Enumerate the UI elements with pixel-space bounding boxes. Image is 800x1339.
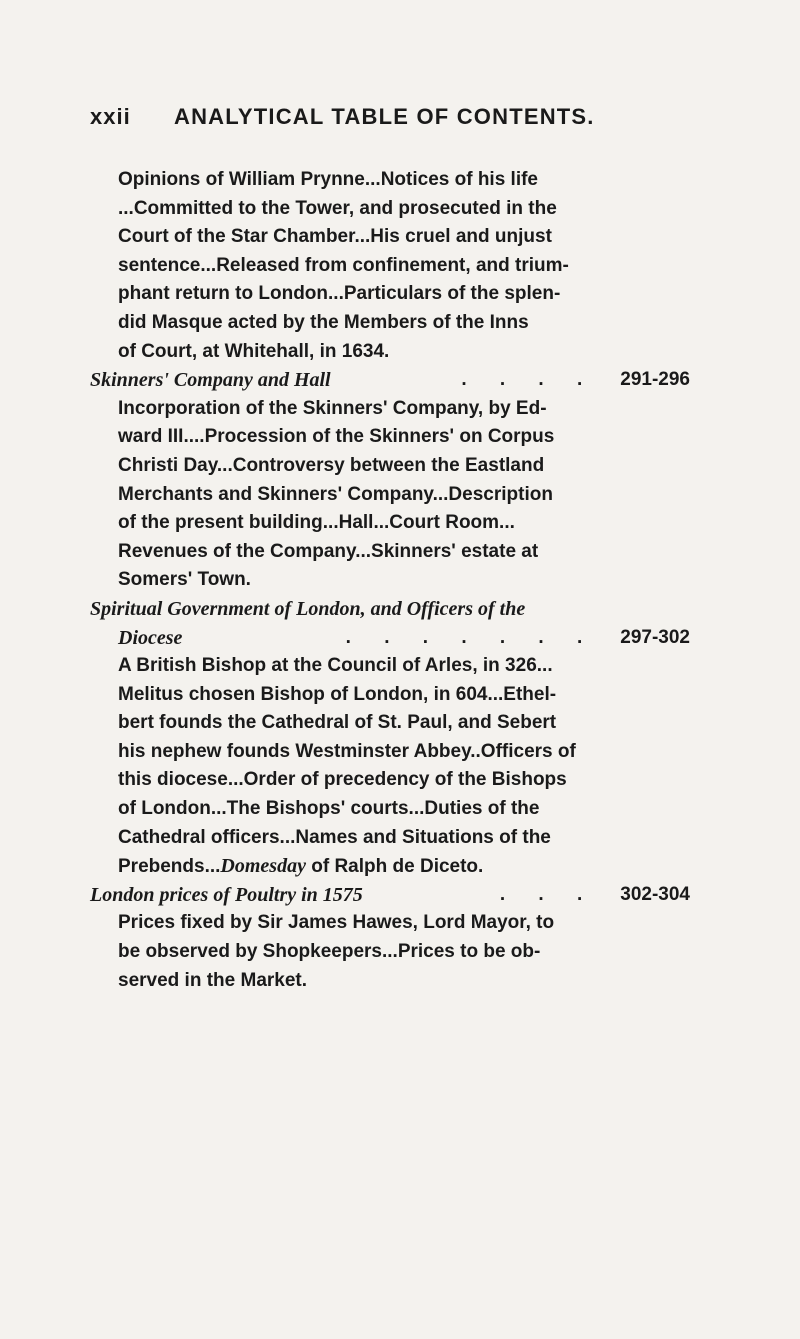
text-line: Cathedral officers...Names and Situations of the	[118, 826, 551, 848]
entry-heading-line	[90, 881, 690, 910]
page-leader	[461, 366, 690, 395]
text-line: his nephew founds Westminster Abbey..Officers of	[118, 740, 576, 762]
entry-heading-line	[90, 595, 690, 624]
page-leader	[346, 624, 690, 653]
entry-heading: Skinners' Company and Hall	[90, 369, 331, 392]
text-fragment: of Ralph de Diceto.	[305, 856, 484, 878]
page-number: xxii	[90, 104, 131, 129]
contents-entry	[90, 366, 690, 595]
running-head-title: ANALYTICAL TABLE OF CONTENTS.	[174, 104, 595, 129]
text-line: ...Committed to the Tower, and prosecuted in the	[118, 197, 557, 219]
page-leader	[500, 881, 690, 910]
text-line: Court of the Star Chamber...His cruel and unjust	[118, 226, 552, 248]
text-line	[90, 852, 690, 881]
contents-entry	[90, 595, 690, 881]
entry-heading: Spiritual Government of London, and Officers of the	[90, 597, 526, 620]
entry-heading-continued: Diocese	[118, 626, 183, 649]
text-line: sentence...Released from confinement, and trium-	[118, 254, 569, 276]
text-line: ward III....Procession of the Skinners' on Corpus	[118, 426, 555, 448]
text-line: did Masque acted by the Members of the Inns	[118, 311, 529, 333]
text-line: Christi Day...Controversy between the Eastland	[118, 454, 545, 476]
text-line: Prices fixed by Sir James Hawes, Lord Mayor, to	[118, 912, 555, 934]
text-line: of London...The Bishops' courts...Duties of the	[118, 798, 540, 820]
page-range: 291-296	[620, 369, 690, 391]
text-line: Opinions of William Prynne...Notices of his life	[118, 169, 538, 190]
leader-dots: . . .	[499, 883, 597, 905]
text-line: of the present building...Hall...Court Room...	[118, 512, 515, 534]
text-line: Revenues of the Company...Skinners' estate at	[118, 540, 539, 562]
contents-text-block	[90, 166, 690, 995]
italic-title: Domesday	[220, 855, 306, 878]
contents-entry	[90, 881, 690, 995]
page-range: 302-304	[620, 883, 690, 905]
text-line: bert founds the Cathedral of St. Paul, and Sebert	[118, 712, 557, 734]
leader-dots: . . . . . . .	[345, 626, 597, 648]
page-range: 297-302	[620, 626, 690, 648]
text-line: phant return to London...Particulars of the splen-	[118, 283, 561, 305]
text-line: Melitus chosen Bishop of London, in 604...Ethel-	[118, 683, 557, 705]
text-line: be observed by Shopkeepers...Prices to be ob-	[118, 941, 541, 963]
text-line: A British Bishop at the Council of Arles, in 326...	[118, 655, 553, 677]
entry-heading-line	[90, 624, 690, 653]
text-line: served in the Market.	[118, 969, 308, 991]
contents-entry	[90, 166, 690, 366]
text-line: Incorporation of the Skinners' Company, by Ed-	[118, 397, 547, 419]
text-line: of Court, at Whitehall, in 1634.	[118, 340, 390, 362]
running-head	[90, 104, 630, 144]
entry-heading-line	[90, 366, 690, 395]
text-line: this diocese...Order of precedency of the Bishops	[118, 769, 567, 791]
entry-heading: London prices of Poultry in 1575	[90, 883, 363, 906]
text-fragment: Prebends...	[118, 856, 221, 878]
text-line: Somers' Town.	[118, 569, 251, 591]
text-line: Merchants and Skinners' Company...Description	[118, 483, 553, 505]
leader-dots: . . . .	[461, 369, 597, 391]
